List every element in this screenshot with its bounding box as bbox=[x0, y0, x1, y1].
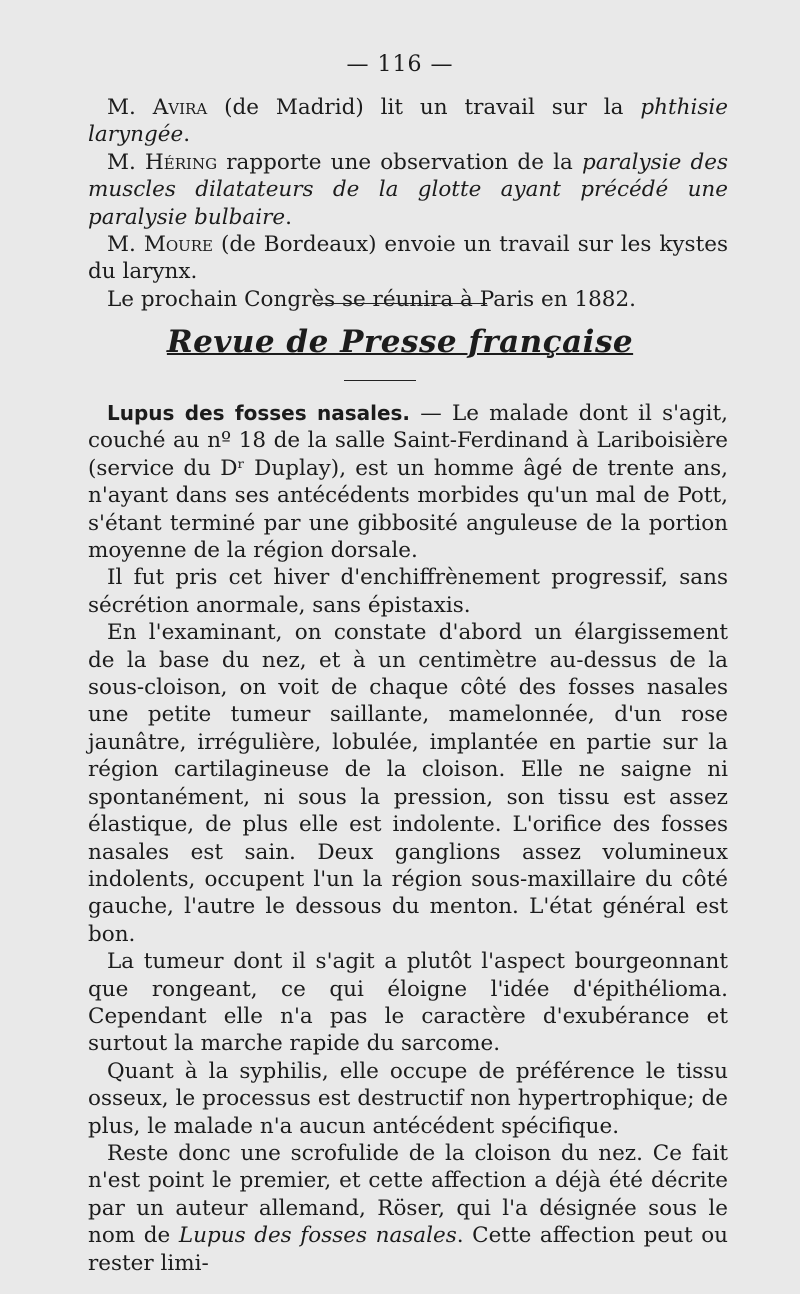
paragraph-text: (de Bordeaux) envoie un travail sur les kystes du larynx. bbox=[88, 232, 728, 285]
italic-text: Lupus des fosses nasales bbox=[178, 1223, 457, 1249]
article-paragraph-4 bbox=[88, 948, 728, 1058]
article-paragraph-2 bbox=[88, 564, 728, 619]
paragraph-text: Le prochain Congrès se réunira à Paris en 1882. bbox=[107, 286, 636, 312]
section-title bbox=[0, 324, 800, 360]
author-name: Avira bbox=[152, 95, 208, 120]
paragraph-text: rapporte une observation de la bbox=[226, 149, 573, 175]
top-paragraphs bbox=[88, 94, 728, 313]
title-abbrev: M. bbox=[107, 232, 136, 258]
paragraph-text: . bbox=[285, 204, 292, 230]
article-paragraph-6 bbox=[88, 1140, 728, 1277]
paragraph-text: . Cette affection peut ou rester limi- bbox=[88, 1223, 729, 1276]
title-abbrev: M. bbox=[107, 149, 136, 175]
paragraph-text: Il fut pris cet hiver d'enchiffrènement progressif, sans sécrétion anormale, sans épistaxis. bbox=[88, 565, 728, 618]
article-paragraph-3 bbox=[88, 619, 728, 948]
paragraph-text: La tumeur dont il s'agit a plutôt l'aspect bourgeonnant que rongeant, ce qui éloigne l'idée d'épithélioma. Cependant elle n'a pas le caractère d'exubérance et surtout la marche rapide du sarcome. bbox=[88, 949, 728, 1057]
paragraph-congres bbox=[88, 286, 728, 313]
italic-text: paralysie des muscles dilatateurs de la glotte ayant précédé une paralysie bulbaire bbox=[88, 149, 729, 230]
section-title-text: Revue de Presse française bbox=[166, 324, 634, 360]
separator-rule bbox=[317, 303, 487, 304]
paragraph-avira bbox=[88, 94, 728, 149]
paragraph-text: Quant à la syphilis, elle occupe de préférence le tissu osseux, le processus est destructif non hypertrophique; de plus, le malade n'a aucun antécédent spécifique. bbox=[88, 1058, 728, 1139]
italic-text: phthisie laryngée bbox=[88, 95, 729, 148]
title-abbrev: M. bbox=[107, 95, 136, 120]
paragraph-text: (de Madrid) lit un travail sur la bbox=[224, 95, 624, 120]
paragraph-moure bbox=[88, 231, 728, 286]
article-paragraph-1 bbox=[88, 400, 728, 564]
paragraph-text: Reste donc une scrofulide de la cloison du nez. Ce fait n'est point le premier, et cette affection a déjà été décrite par un auteur allemand, Röser, qui l'a désignée sous le nom de bbox=[88, 1140, 728, 1249]
author-name: Moure bbox=[143, 232, 214, 258]
paragraph-hering bbox=[88, 149, 728, 231]
article-body bbox=[88, 400, 728, 1277]
article-heading: Lupus des fosses nasales. bbox=[107, 401, 411, 425]
author-name: Héring bbox=[145, 149, 218, 175]
article-paragraph-5 bbox=[88, 1058, 728, 1140]
page-number: — 116 — bbox=[346, 52, 454, 77]
paragraph-text: — Le malade dont il s'agit, couché au nº 18 de la salle Saint-Ferdinand à Lariboisière (service du Dʳ Duplay), est un homme âgé de trente ans, n'ayant dans ses antécédents morbides qu'un mal de Pott, s'étant terminé par une gibbosité anguleuse de la portion moyenne de la région dorsale. bbox=[88, 401, 728, 564]
paragraph-text: . bbox=[183, 122, 191, 148]
title-rule bbox=[344, 380, 416, 381]
paragraph-text: En l'examinant, on constate d'abord un élargissement de la base du nez, et à un centimètre au-dessus de la sous-cloison, on voit de chaque côté des fosses nasales une petite tumeur saillante, mamelonnée, d'un rose jaunâtre, irrégulière, lobulée, implantée en partie sur la région cartilagineuse de la cloison. Elle ne saigne ni spontanément, ni sous la pression, son tissu est assez élastique, de plus elle est indolente. L'orifice des fosses nasales est sain. Deux ganglions assez volumineux indolents, occupent l'un la région sous-maxillaire du côté gauche, l'autre le dessous du menton. L'état général est bon. bbox=[88, 620, 728, 947]
